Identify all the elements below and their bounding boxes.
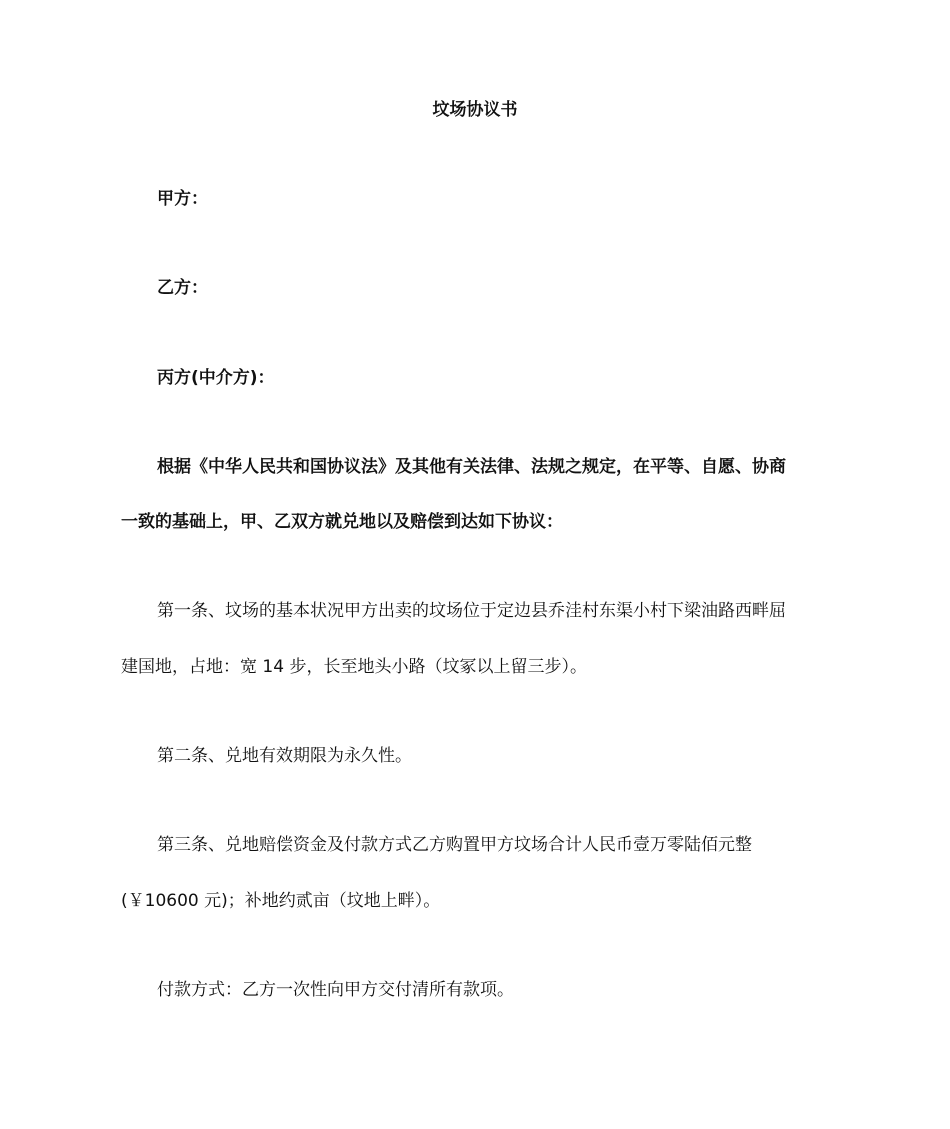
party-a-label: 甲方： <box>157 189 208 209</box>
party-b-label: 乙方： <box>157 278 208 298</box>
preamble-line-2: 一致的基础上，甲、乙双方就兑地以及赔偿到达如下协议： <box>121 512 563 532</box>
article-3-line-2: (￥10600 元)；补地约贰亩（坟地上畔）。 <box>121 891 441 911</box>
preamble-line-1: 根据《中华人民共和国协议法》及其他有关法律、法规之规定，在平等、自愿、协商 <box>157 457 786 477</box>
party-c-label: 丙方(中介方)： <box>157 368 275 388</box>
article-1-line-1: 第一条、坟场的基本状况甲方出卖的坟场位于定边县乔洼村东渠小村下梁油路西畔屈 <box>157 601 786 621</box>
payment-method: 付款方式：乙方一次性向甲方交付清所有款项。 <box>157 980 514 1000</box>
article-3-line-1: 第三条、兑地赔偿资金及付款方式乙方购置甲方坟场合计人民币壹万零陆佰元整 <box>157 835 752 855</box>
document-title: 坟场协议书 <box>432 100 518 120</box>
article-2: 第二条、兑地有效期限为永久性。 <box>157 746 412 766</box>
article-1-line-2: 建国地，占地：宽 14 步，长至地头小路（坟冢以上留三步）。 <box>121 657 587 677</box>
